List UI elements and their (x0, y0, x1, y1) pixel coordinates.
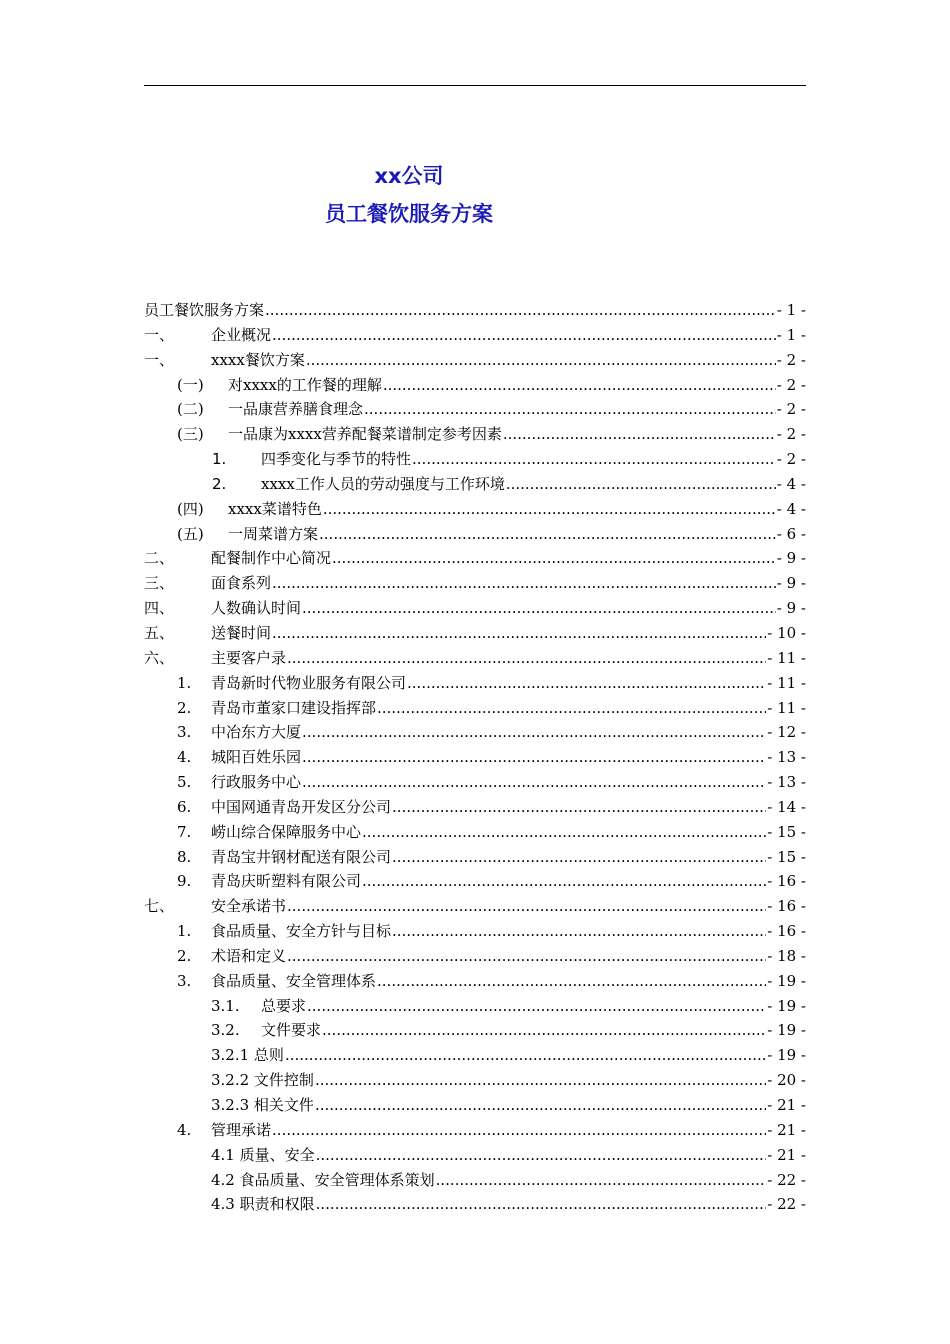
toc-entry-page: - 22 - (766, 1168, 806, 1193)
table-of-contents (144, 298, 806, 1217)
toc-entry[interactable] (144, 596, 806, 621)
toc-leader-dots (306, 348, 776, 373)
toc-entry-page: - 10 - (766, 621, 806, 646)
toc-entry-page: - 19 - (766, 969, 806, 994)
toc-entry[interactable] (144, 1068, 806, 1093)
toc-entry-number: 2. (212, 474, 227, 493)
toc-entry-number: 二、 (144, 549, 175, 568)
document-title: xx公司 (374, 164, 444, 188)
toc-entry[interactable] (144, 621, 806, 646)
toc-entry[interactable] (144, 919, 806, 944)
toc-entry-number: 六、 (144, 648, 175, 667)
toc-entry-page: - 2 - (776, 397, 806, 422)
toc-entry[interactable] (144, 522, 806, 547)
toc-leader-dots (272, 323, 776, 348)
toc-entry[interactable] (144, 671, 806, 696)
toc-entry-number: 3. (177, 723, 192, 742)
toc-leader-dots (392, 919, 766, 944)
toc-entry-label: 配餐制作中心简况 (211, 546, 332, 571)
toc-entry-label: 青岛庆昕塑料有限公司 (211, 869, 362, 894)
toc-entry-label: 3.2.3 相关文件 (211, 1093, 315, 1118)
toc-entry[interactable] (144, 1018, 806, 1043)
toc-entry-page: - 2 - (776, 447, 806, 472)
toc-entry-label: 一品康为xxxx营养配餐菜谱制定参考因素 (228, 422, 503, 447)
toc-entry-page: - 15 - (766, 820, 806, 845)
toc-entry-page: - 11 - (766, 696, 806, 721)
toc-entry-number: (二) (177, 400, 204, 419)
toc-entry-label: 3.2.1 总则 (211, 1043, 285, 1068)
toc-entry-label: 面食系列 (211, 571, 272, 596)
toc-entry-label: 一周菜谱方案 (228, 522, 319, 547)
toc-entry-page: - 11 - (766, 646, 806, 671)
toc-entry-page: - 21 - (766, 1143, 806, 1168)
toc-leader-dots (506, 472, 776, 497)
toc-entry[interactable] (144, 745, 806, 770)
toc-leader-dots (392, 845, 766, 870)
toc-entry[interactable] (144, 348, 806, 373)
toc-leader-dots (362, 820, 766, 845)
toc-entry-number: (一) (177, 375, 204, 394)
toc-entry[interactable] (144, 894, 806, 919)
toc-entry-number: 3.1. (211, 996, 240, 1015)
toc-entry-page: - 14 - (766, 795, 806, 820)
toc-entry-page: - 2 - (776, 373, 806, 398)
toc-entry-number: 一、 (144, 325, 175, 344)
toc-entry-label: xxxx餐饮方案 (211, 348, 306, 373)
header-rule (144, 85, 806, 86)
toc-entry-number: 6. (177, 797, 192, 816)
toc-leader-dots (503, 422, 776, 447)
toc-leader-dots (315, 1068, 766, 1093)
toc-leader-dots (377, 696, 766, 721)
toc-leader-dots (265, 298, 776, 323)
document-subtitle: 员工餐饮服务方案 (325, 202, 493, 226)
toc-entry-label: 青岛市董家口建设指挥部 (211, 696, 377, 721)
toc-entry[interactable] (144, 820, 806, 845)
toc-entry-label: 青岛宝井钢材配送有限公司 (211, 845, 392, 870)
toc-entry-label: 总要求 (261, 994, 307, 1019)
toc-entry[interactable] (144, 994, 806, 1019)
toc-entry-label: 城阳百姓乐园 (211, 745, 302, 770)
toc-entry-number: 8. (177, 847, 192, 866)
toc-entry[interactable] (144, 571, 806, 596)
toc-leader-dots (287, 894, 766, 919)
toc-entry-page: - 16 - (766, 869, 806, 894)
toc-leader-dots (364, 397, 776, 422)
toc-entry-page: - 19 - (766, 994, 806, 1019)
toc-entry[interactable] (144, 1192, 806, 1217)
toc-entry-page: - 11 - (766, 671, 806, 696)
toc-entry[interactable] (144, 1043, 806, 1068)
toc-entry[interactable] (144, 944, 806, 969)
toc-entry-page: - 1 - (776, 323, 806, 348)
toc-entry-label: 中国网通青岛开发区分公司 (211, 795, 392, 820)
toc-entry-page: - 2 - (776, 348, 806, 373)
toc-leader-dots (322, 1018, 766, 1043)
toc-entry-page: - 4 - (776, 472, 806, 497)
toc-entry-label: xxxx菜谱特色 (228, 497, 323, 522)
toc-entry-number: 四、 (144, 599, 175, 618)
toc-entry-label: 文件要求 (261, 1018, 322, 1043)
toc-entry[interactable] (144, 1093, 806, 1118)
toc-entry[interactable] (144, 422, 806, 447)
toc-entry-label: 中冶东方大厦 (211, 720, 302, 745)
toc-entry-label: 企业概况 (211, 323, 272, 348)
toc-entry[interactable] (144, 373, 806, 398)
toc-entry-number: 4. (177, 1120, 192, 1139)
toc-entry-page: - 21 - (766, 1093, 806, 1118)
toc-entry-number: 1. (177, 673, 192, 692)
toc-entry[interactable] (144, 447, 806, 472)
toc-entry[interactable] (144, 720, 806, 745)
toc-entry-label: 4.1 质量、安全 (211, 1143, 316, 1168)
toc-entry-label: 员工餐饮服务方案 (144, 298, 265, 323)
toc-leader-dots (302, 770, 766, 795)
toc-entry[interactable] (144, 497, 806, 522)
toc-entry[interactable] (144, 869, 806, 894)
toc-entry-number: 4. (177, 748, 192, 767)
toc-entry[interactable] (144, 1168, 806, 1193)
toc-entry-label: 行政服务中心 (211, 770, 302, 795)
toc-entry-page: - 13 - (766, 745, 806, 770)
toc-entry-label: 四季变化与季节的特性 (261, 447, 412, 472)
toc-entry-page: - 16 - (766, 919, 806, 944)
toc-entry[interactable] (144, 1143, 806, 1168)
toc-entry-label: 安全承诺书 (211, 894, 287, 919)
toc-entry-page: - 21 - (766, 1118, 806, 1143)
toc-entry-page: - 9 - (776, 571, 806, 596)
toc-entry-number: 三、 (144, 574, 175, 593)
toc-entry-page: - 15 - (766, 845, 806, 870)
toc-leader-dots (302, 745, 766, 770)
toc-leader-dots (436, 1168, 767, 1193)
toc-entry-label: 人数确认时间 (211, 596, 302, 621)
toc-leader-dots (287, 646, 766, 671)
toc-entry-number: 1. (177, 922, 192, 941)
toc-leader-dots (407, 671, 766, 696)
toc-entry-page: - 19 - (766, 1018, 806, 1043)
toc-entry-label: 4.2 食品质量、安全管理体系策划 (211, 1168, 436, 1193)
toc-entry-label: 崂山综合保障服务中心 (211, 820, 362, 845)
toc-entry-page: - 16 - (766, 894, 806, 919)
toc-entry-page: - 6 - (776, 522, 806, 547)
toc-entry-label: 管理承诺 (211, 1118, 272, 1143)
toc-entry-label: 术语和定义 (211, 944, 287, 969)
toc-leader-dots (316, 1192, 767, 1217)
toc-entry-page: - 12 - (766, 720, 806, 745)
toc-leader-dots (332, 546, 776, 571)
toc-leader-dots (272, 571, 776, 596)
toc-leader-dots (377, 969, 766, 994)
toc-leader-dots (316, 1143, 767, 1168)
toc-entry-label: 食品质量、安全方针与目标 (211, 919, 392, 944)
toc-entry-number: (三) (177, 425, 204, 444)
toc-leader-dots (302, 596, 776, 621)
toc-entry[interactable] (144, 795, 806, 820)
toc-entry[interactable] (144, 1118, 806, 1143)
toc-leader-dots (272, 621, 766, 646)
toc-entry[interactable] (144, 969, 806, 994)
toc-entry-label: 3.2.2 文件控制 (211, 1068, 315, 1093)
toc-entry-page: - 2 - (776, 422, 806, 447)
toc-leader-dots (272, 1118, 766, 1143)
toc-entry-page: - 20 - (766, 1068, 806, 1093)
toc-entry[interactable] (144, 323, 806, 348)
toc-leader-dots (323, 497, 776, 522)
toc-entry-number: 9. (177, 872, 192, 891)
toc-leader-dots (412, 447, 776, 472)
toc-entry-page: - 22 - (766, 1192, 806, 1217)
toc-entry[interactable] (144, 397, 806, 422)
toc-entry-label: 食品质量、安全管理体系 (211, 969, 377, 994)
toc-entry-number: (五) (177, 524, 204, 543)
toc-entry[interactable] (144, 646, 806, 671)
toc-entry[interactable] (144, 845, 806, 870)
toc-leader-dots (362, 869, 766, 894)
toc-entry-page: - 9 - (776, 596, 806, 621)
toc-leader-dots (285, 1043, 766, 1068)
toc-entry-number: 2. (177, 698, 192, 717)
toc-leader-dots (319, 522, 776, 547)
toc-entry-number: 2. (177, 946, 192, 965)
toc-entry-page: - 1 - (776, 298, 806, 323)
toc-entry-page: - 4 - (776, 497, 806, 522)
toc-entry[interactable] (144, 696, 806, 721)
toc-entry-number: 一、 (144, 350, 175, 369)
toc-entry-label: 主要客户录 (211, 646, 287, 671)
toc-entry-number: 3. (177, 971, 192, 990)
toc-entry-page: - 18 - (766, 944, 806, 969)
toc-entry-number: 1. (212, 450, 227, 469)
toc-leader-dots (392, 795, 766, 820)
toc-entry[interactable] (144, 546, 806, 571)
toc-entry-page: - 9 - (776, 546, 806, 571)
toc-leader-dots (383, 373, 776, 398)
toc-leader-dots (307, 994, 766, 1019)
toc-entry-label: xxxx工作人员的劳动强度与工作环境 (261, 472, 506, 497)
toc-leader-dots (287, 944, 766, 969)
toc-leader-dots (302, 720, 766, 745)
toc-entry-page: - 19 - (766, 1043, 806, 1068)
toc-entry-number: 3.2. (211, 1021, 240, 1040)
toc-leader-dots (315, 1093, 766, 1118)
toc-entry-label: 4.3 职责和权限 (211, 1192, 316, 1217)
toc-entry-label: 一品康营养膳食理念 (228, 397, 364, 422)
toc-entry-page: - 13 - (766, 770, 806, 795)
toc-entry-label: 青岛新时代物业服务有限公司 (211, 671, 407, 696)
toc-entry-number: 五、 (144, 623, 175, 642)
toc-entry-number: 七、 (144, 897, 175, 916)
toc-entry-number: 5. (177, 773, 192, 792)
toc-entry[interactable] (144, 298, 806, 323)
toc-entry[interactable] (144, 472, 806, 497)
toc-entry-number: 7. (177, 822, 192, 841)
toc-entry-number: (四) (177, 499, 204, 518)
toc-entry-label: 对xxxx的工作餐的理解 (228, 373, 383, 398)
toc-entry[interactable] (144, 770, 806, 795)
toc-entry-label: 送餐时间 (211, 621, 272, 646)
